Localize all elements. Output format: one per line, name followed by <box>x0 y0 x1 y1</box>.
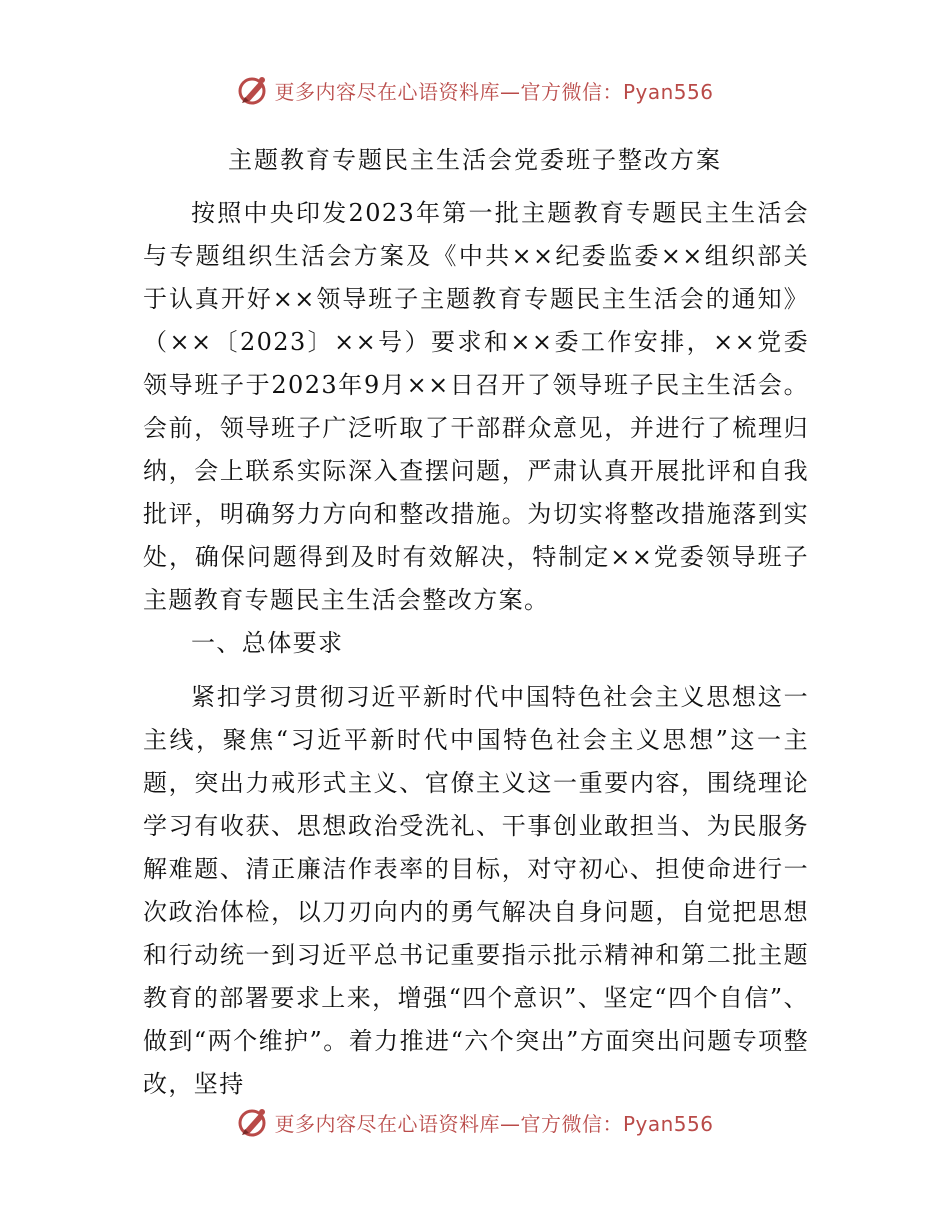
banner-text: 更多内容尽在心语资料库—官方微信：Pyan556 <box>274 79 714 104</box>
pen-logo-icon <box>236 73 270 107</box>
section-heading-block <box>143 622 809 665</box>
document-title: 主题教育专题民主生活会党委班子整改方案 <box>228 146 722 174</box>
header-banner <box>0 68 950 112</box>
footer-banner <box>0 1100 950 1144</box>
pen-logo-icon <box>236 1105 270 1139</box>
banner-text: 更多内容尽在心语资料库—官方微信：Pyan556 <box>274 1111 714 1136</box>
section-paragraph-block <box>143 676 809 1106</box>
intro-paragraph: 按照中央印发2023年第一批主题教育专题民主生活会与专题组织生活会方案及《中共××纪委监委××组织部关于认真开好××领导班子主题教育专题民主生活会的通知》（××〔2023〕××号）要求和××委工作安排，××党委领导班子于2023年9月××日召开了领导班子民主生活会。会前，领导班子广泛听取了干部群众意见，并进行了梳理归纳，会上联系实际深入查摆问题，严肃认真开展批评和自我批评，明确努力方向和整改措施。为切实将整改措施落到实处，确保问题得到及时有效解决，特制定××党委领导班子主题教育专题民主生活会整改方案。 <box>143 199 809 614</box>
section-heading: 一、总体要求 <box>191 629 344 657</box>
section-paragraph: 紧扣学习贯彻习近平新时代中国特色社会主义思想这一主线，聚焦“习近平新时代中国特色社会主义思想”这一主题，突出力戒形式主义、官僚主义这一重要内容，围绕理论学习有收获、思想政治受洗礼、干事创业敢担当、为民服务解难题、清正廉洁作表率的目标，对守初心、担使命进行一次政治体检，以刀刃向内的勇气解决自身问题，自觉把思想和行动统一到习近平总书记重要指示批示精神和第二批主题教育的部署要求上来，增强“四个意识”、坚定“四个自信”、做到“两个维护”。着力推进“六个突出”方面突出问题专项整改，坚持 <box>143 683 809 1098</box>
intro-paragraph-block <box>143 192 809 622</box>
